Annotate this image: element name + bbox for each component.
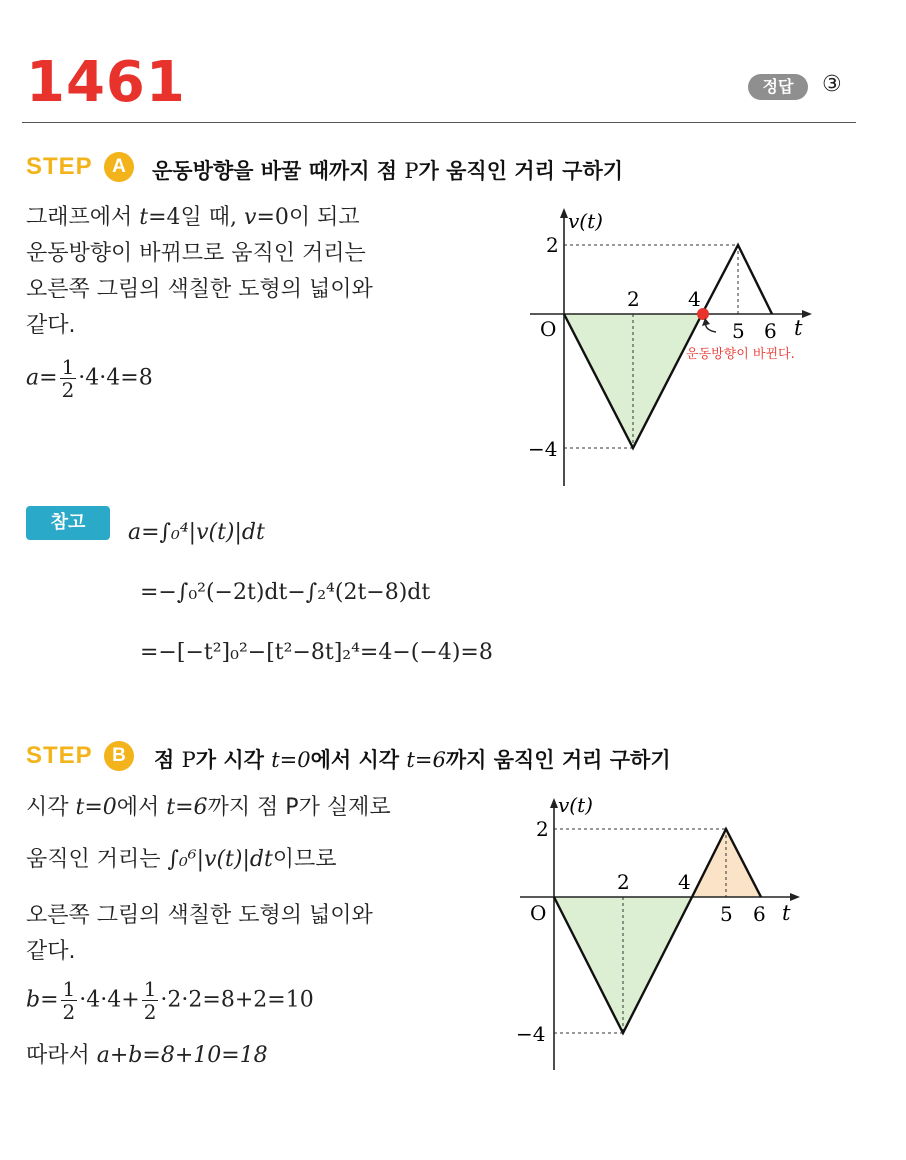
step-b-integral: ∫₀⁶|v(t)|dt <box>167 847 273 872</box>
graph-b-tick-6: 6 <box>753 902 766 926</box>
graph-a-annotation: 운동방향이 바뀐다. <box>686 347 795 362</box>
step-b-badge: B <box>104 741 134 771</box>
graph-a-tick-5: 5 <box>732 319 745 343</box>
graph-b-tick-y2: 2 <box>536 817 549 841</box>
graph-a-tick-2: 2 <box>627 287 640 311</box>
step-a-line-2: 운동방향이 바뀌므로 움직인 거리는 <box>26 241 366 266</box>
step-b-line-4: 같다. <box>26 939 76 964</box>
graph-a-y-arrow <box>560 208 568 218</box>
graph-a-tick-4: 4 <box>688 287 701 311</box>
graph-b-x-label: t <box>782 901 791 925</box>
note-line-2: =−∫₀²(−2t)dt−∫₂⁴(2t−8)dt <box>140 580 431 605</box>
graph-b-x-arrow <box>790 893 800 901</box>
note-line-3: =−[−t²]₀²−[t²−8t]₂⁴=4−(−4)=8 <box>140 640 493 665</box>
graph-a <box>510 200 830 490</box>
formula-a-fraction: $\frac{1}{2}$ <box>61 355 75 402</box>
step-a-title <box>152 155 623 185</box>
formula-b: b= $\frac{1}{2}$ ·4·4+ $\frac{1}{2}$ ·2·2=8+2=10 <box>26 977 314 1024</box>
problem-number: 1461 <box>26 50 186 115</box>
graph-b-tick-4: 4 <box>678 870 691 894</box>
step-a-text <box>26 200 373 344</box>
graph-b <box>500 790 820 1080</box>
step-a-line-4: 같다. <box>26 313 76 338</box>
graph-b-y-label: v(t) <box>558 793 593 817</box>
header-divider <box>22 122 856 123</box>
graph-a-tick-y-4: −4 <box>528 437 558 461</box>
graph-a-x-label: t <box>794 316 803 340</box>
step-b-label: STEP <box>26 742 93 769</box>
graph-a-origin: O <box>540 317 557 341</box>
step-a-title-p: P <box>404 159 419 183</box>
graph-b-shaded-above <box>692 829 761 897</box>
step-b-line-3: 오른쪽 그림의 색칠한 도형의 넓이와 <box>26 903 373 928</box>
step-a-label: STEP <box>26 153 93 180</box>
graph-a-tick-y2: 2 <box>546 233 559 257</box>
graph-b-tick-5: 5 <box>720 902 733 926</box>
graph-a-tick-6: 6 <box>764 319 777 343</box>
graph-b-origin: O <box>530 901 547 925</box>
step-a-badge: A <box>104 152 134 182</box>
step-b-line-1: 시각 t=0에서 t=6까지 점 P가 실제로 <box>26 795 391 820</box>
note-badge: 참고 <box>26 506 110 540</box>
final-answer: 따라서 a+b=8+10=18 <box>26 1043 268 1068</box>
step-a-title-pre: 운동방향을 바꿀 때까지 점 <box>152 159 405 183</box>
graph-b-y-arrow <box>550 798 558 808</box>
step-a-line-1: 그래프에서 t=4일 때, v=0이 되고 <box>26 205 360 230</box>
step-a-title-post: 가 움직인 거리 구하기 <box>418 159 624 183</box>
graph-a-x-arrow <box>802 310 812 318</box>
step-b-line-2: 움직인 거리는 ∫₀⁶|v(t)|dt이므로 <box>26 847 337 872</box>
graph-b-tick-2: 2 <box>617 870 630 894</box>
graph-a-turn-marker <box>697 308 709 320</box>
answer-badge: 정답 <box>748 74 808 100</box>
note-line-1: a=∫₀⁴|v(t)|dt <box>128 520 265 545</box>
formula-a: a= $\frac{1}{2}$ ·4·4=8 <box>26 355 153 402</box>
answer-value: ③ <box>822 72 842 97</box>
graph-b-tick-y-4: −4 <box>516 1022 546 1046</box>
step-a-line-3: 오른쪽 그림의 색칠한 도형의 넓이와 <box>26 277 373 302</box>
graph-a-y-label: v(t) <box>568 209 603 233</box>
step-b-title: 점 P가 시각 t=0에서 시각 t=6까지 움직인 거리 구하기 <box>154 748 671 772</box>
